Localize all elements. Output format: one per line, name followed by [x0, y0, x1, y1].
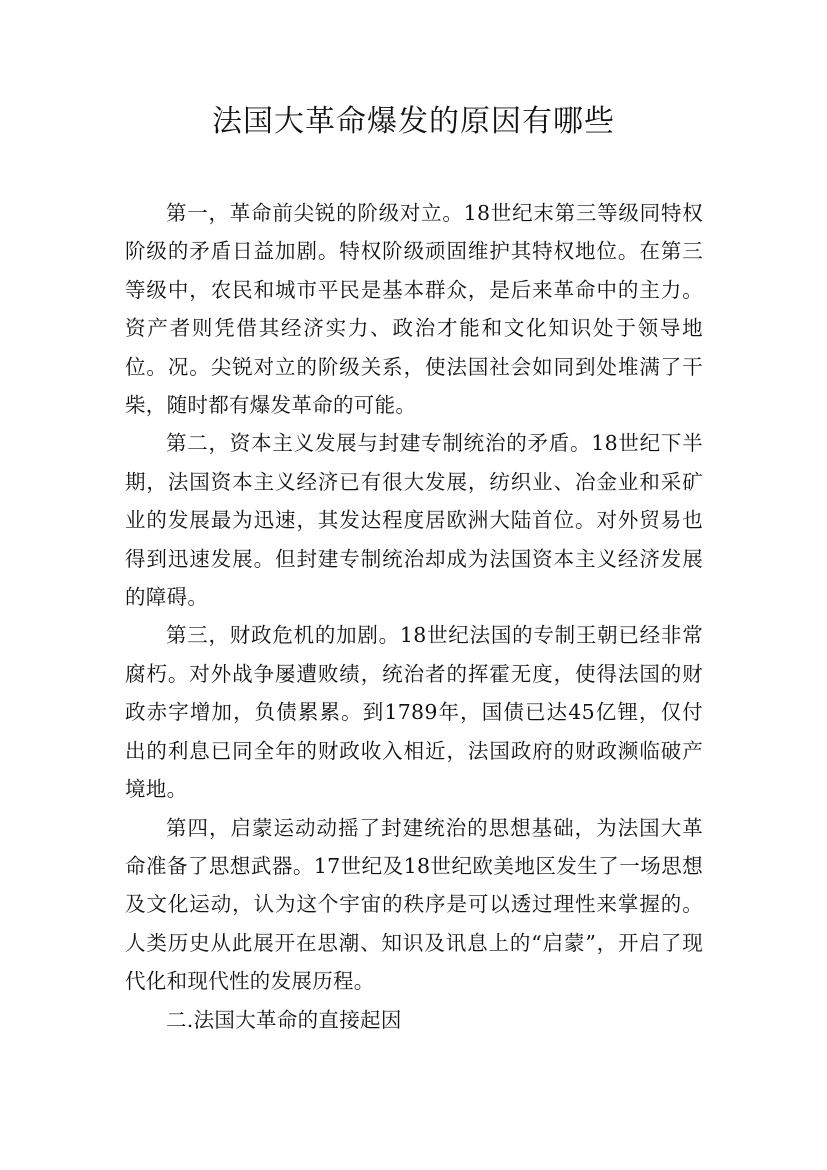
paragraph-1: 第一，革命前尖锐的阶级对立。18世纪末第三等级同特权阶级的矛盾日益加剧。特权阶级顽固维护其特权地位。在第三等级中，农民和城市平民是基本群众，是后来革命中的主力。资产者则凭借其经济实力、政治才能和文化知识处于领导地位。况。尖锐对立的阶级关系，使法国社会如同到处堆满了干柴，随时都有爆发革命的可能。 — [125, 201, 703, 418]
document-body — [125, 194, 703, 1039]
document-title: 法国大革命爆发的原因有哪些 — [212, 104, 615, 139]
paragraph-2: 第二，资本主义发展与封建专制统治的矛盾。18世纪下半期，法国资本主义经济已有很大发展，纺织业、冶金业和采矿业的发展最为迅速，其发达程度居欧洲大陆首位。对外贸易也得到迅速发展。但封建专制统治却成为法国资本主义经济发展的障碍。 — [125, 431, 703, 610]
paragraph-4: 第四，启蒙运动动摇了封建统治的思想基础，为法国大革命准备了思想武器。17世纪及18世纪欧美地区发生了一场思想及文化运动，认为这个宇宙的秩序是可以透过理性来掌握的。人类历史从此展开在思潮、知识及讯息上的“启蒙”，开启了现代化和现代性的发展历程。 — [125, 815, 703, 994]
section-heading: 二.法国大革命的直接起因 — [166, 1007, 402, 1032]
paragraph-3: 第三，财政危机的加剧。18世纪法国的专制王朝已经非常腐朽。对外战争屡遭败绩，统治者的挥霍无度，使得法国的财政赤字增加，负债累累。到1789年，国债已达45亿锂，仅付出的利息已同全年的财政收入相近，法国政府的财政濒临破产境地。 — [125, 623, 703, 802]
